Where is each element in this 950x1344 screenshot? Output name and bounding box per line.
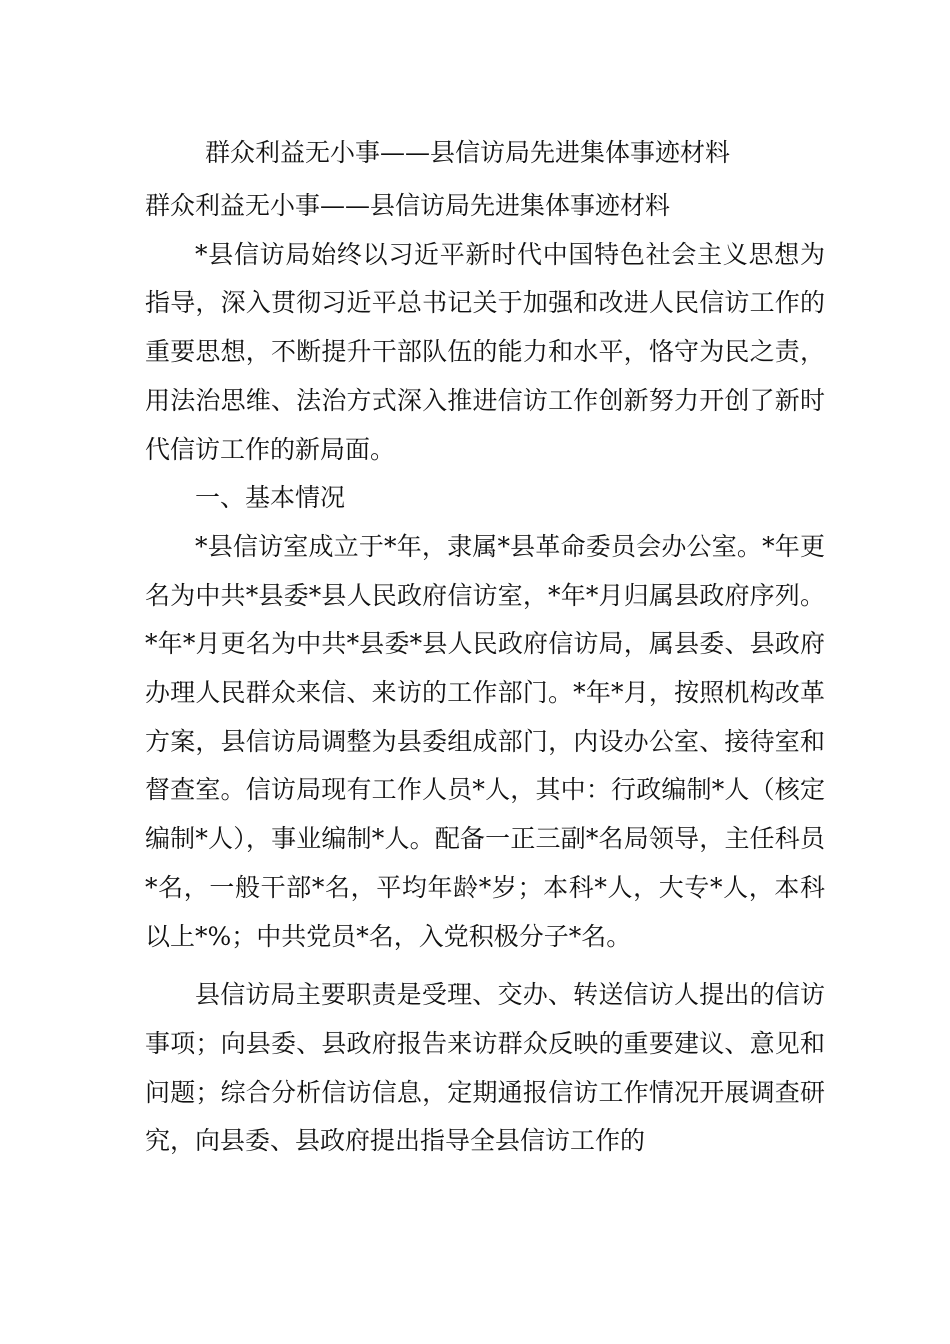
document-title: 群众利益无小事——县信访局先进集体事迹材料 xyxy=(205,138,731,167)
document-body xyxy=(145,182,825,1166)
intro-paragraph: *县信访局始终以习近平新时代中国特色社会主义思想为指导，深入贯彻习近平总书记关于加强和改进人民信访工作的重要思想，不断提升干部队伍的能力和水平，恪守为民之责，用法治思维、法治方式深入推进信访工作创新努力开创了新时代信访工作的新局面。 xyxy=(145,239,825,464)
section-heading-basic-situation: 一、基本情况 xyxy=(195,483,346,513)
main-duties-paragraph: 县信访局主要职责是受理、交办、转送信访人提出的信访事项；向县委、县政府报告来访群众反映的重要建议、意见和问题；综合分析信访信息，定期通报信访工作情况开展调查研究，向县委、县政府提出指导全县信访工作的 xyxy=(145,980,825,1156)
document-subtitle: 群众利益无小事——县信访局先进集体事迹材料 xyxy=(145,191,671,220)
basic-situation-paragraph: *县信访室成立于*年，隶属*县革命委员会办公室。*年更名为中共*县委*县人民政府信访室，*年*月归属县政府序列。*年*月更名为中共*县委*县人民政府信访局，属县委、县政府办理人民群众来信、来访的工作部门。*年*月，按照机构改革方案，县信访局调整为县委组成部门，内设办公室、接待室和督查室。信访局现有工作人员*人，其中：行政编制*人（核定编制*人），事业编制*人。配备一正三副*名局领导，主任科员*名，一般干部*名，平均年龄*岁；本科*人，大专*人，本科以上*%；中共党员*名，入党积极分子*名。 xyxy=(145,531,825,951)
